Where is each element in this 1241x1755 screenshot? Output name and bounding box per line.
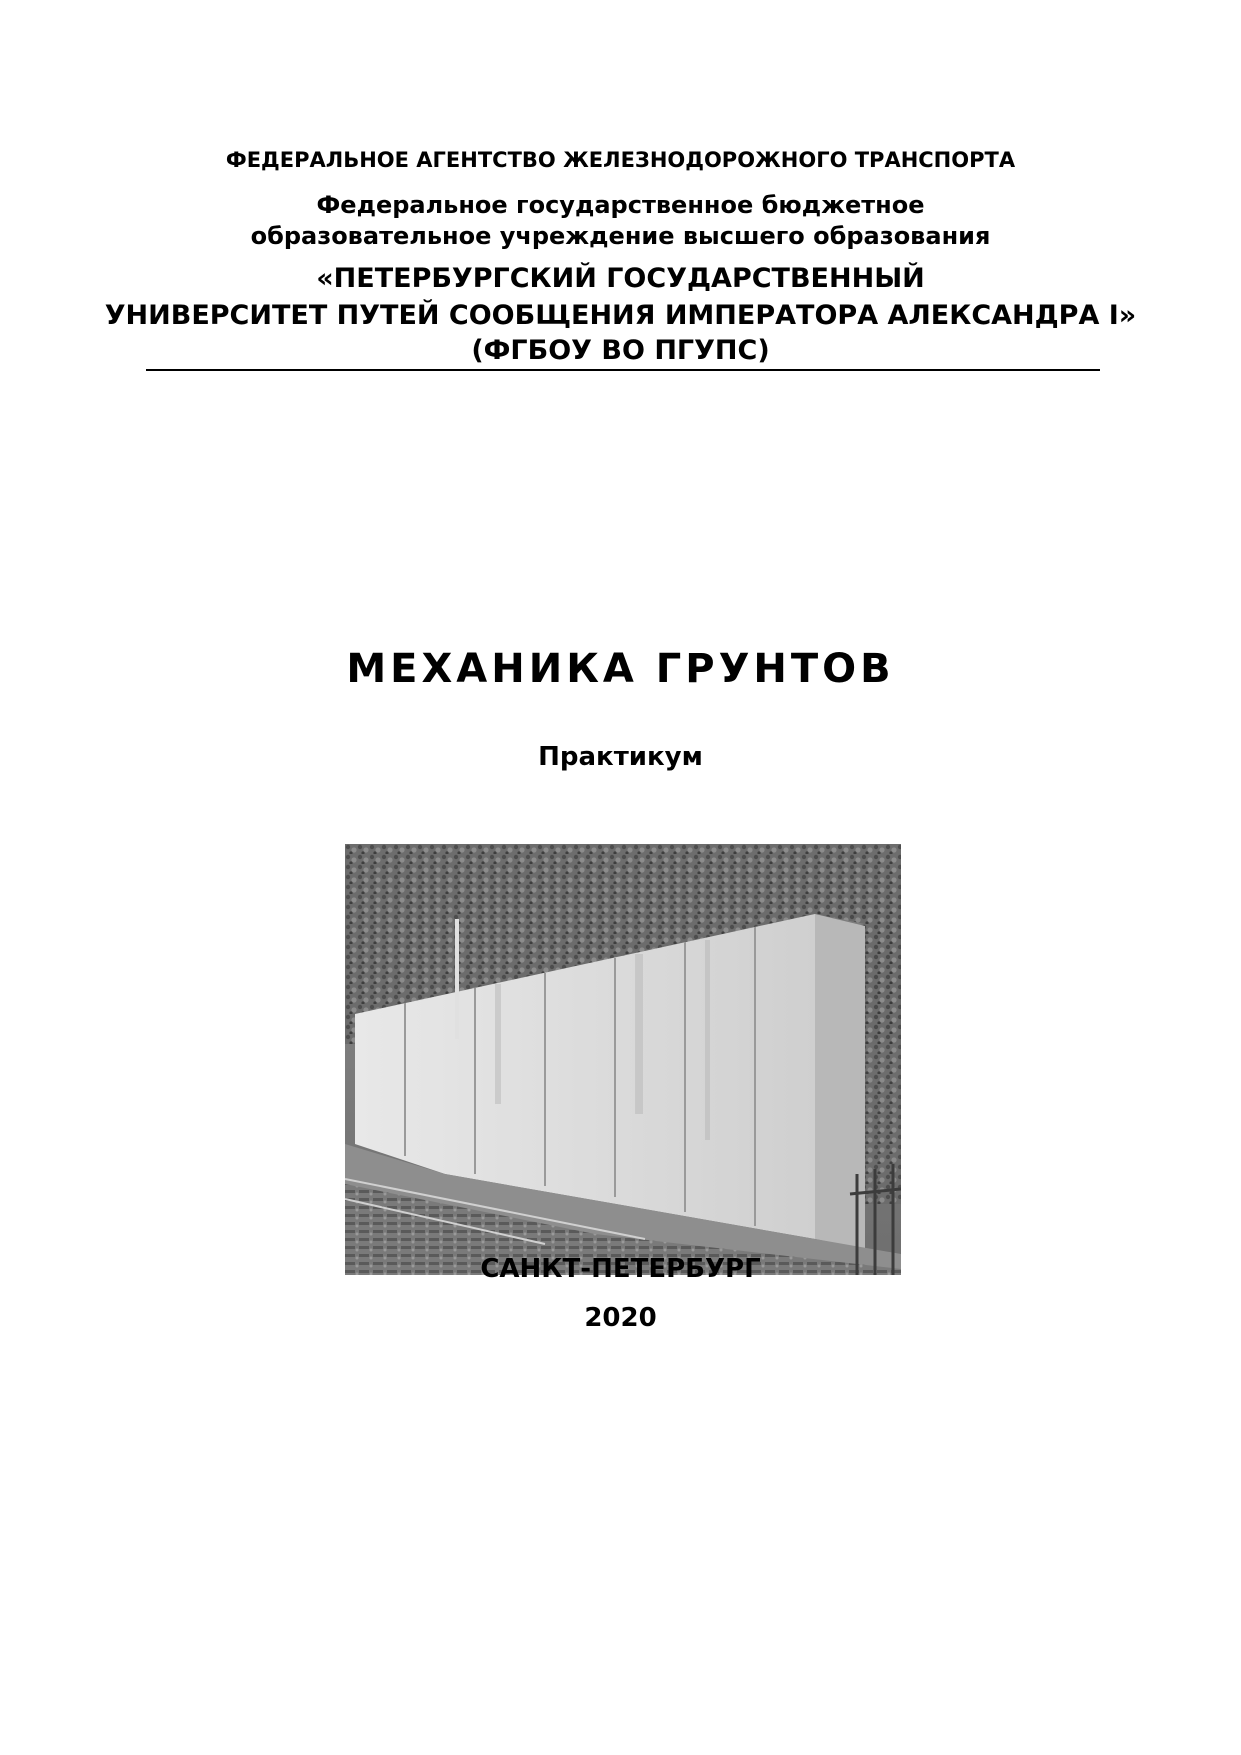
university-name-line-1: «ПЕТЕРБУРГСКИЙ ГОСУДАРСТВЕННЫЙ <box>316 263 925 294</box>
institution-type-line-2: образовательное учреждение высшего образования <box>250 222 991 250</box>
university-abbreviation: (ФГБОУ ВО ПГУПС) <box>471 335 770 366</box>
header-divider <box>146 369 1100 371</box>
book-title: МЕХАНИКА ГРУНТОВ <box>346 646 895 692</box>
agency-name: ФЕДЕРАЛЬНОЕ АГЕНТСТВО ЖЕЛЕЗНОДОРОЖНОГО ТРАНСПОРТА <box>225 148 1016 172</box>
publication-year: 2020 <box>584 1303 657 1333</box>
publication-city: САНКТ-ПЕТЕРБУРГ <box>480 1254 761 1284</box>
book-subtitle: Практикум <box>538 742 703 772</box>
institution-type-line-1: Федеральное государственное бюджетное <box>316 191 925 219</box>
cover-photo-retaining-wall <box>345 844 901 1275</box>
university-name-line-2: УНИВЕРСИТЕТ ПУТЕЙ СООБЩЕНИЯ ИМПЕРАТОРА АЛЕКСАНДРА I» <box>104 300 1137 331</box>
